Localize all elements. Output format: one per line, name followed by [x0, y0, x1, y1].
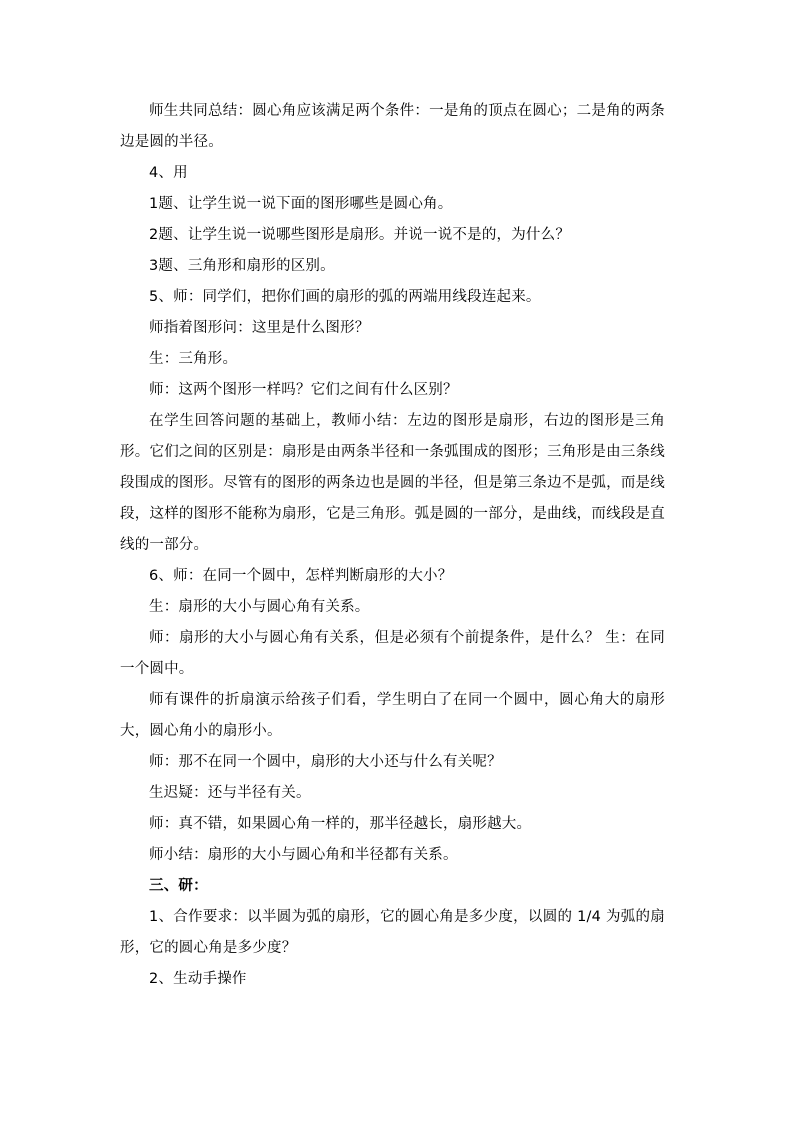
paragraph: 生：扇形的大小与圆心角有关系。 [149, 599, 370, 615]
paragraph: 师：真不错，如果圆心角一样的，那半径越长，扇形越大。 [149, 816, 532, 832]
paragraph: 师：那不在同一个圆中，扇形的大小还与什么有关呢？ [149, 754, 502, 770]
paragraph: 师：扇形的大小与圆心角有关系，但是必须有个前提条件，是什么？ 生：在同一个圆中。 [120, 630, 665, 677]
paragraph: 师有课件的折扇演示给孩子们看，学生明白了在同一个圆中，圆心角大的扇形大，圆心角小的扇形小。 [120, 692, 665, 739]
paragraph: 2题、让学生说一说哪些图形是扇形。并说一说不是的，为什么？ [149, 227, 571, 243]
paragraph: 2、生动手操作 [149, 971, 247, 987]
paragraph: 1题、让学生说一说下面的图形哪些是圆心角。 [149, 196, 453, 212]
paragraph: 6、师：在同一个圆中，怎样判断扇形的大小？ [149, 568, 453, 584]
paragraph: 师小结：扇形的大小与圆心角和半径都有关系。 [149, 847, 458, 863]
paragraph: 在学生回答问题的基础上，教师小结：左边的图形是扇形，右边的图形是三角形。它们之间的区别是：扇形是由两条半径和一条弧围成的图形；三角形是由三条线段围成的图形。尽管有的图形的两条边也是圆的半径，但是第三条边不是弧，而是线段，这样的图形不能称为扇形，它是三角形。弧是圆的一部分，是曲线，而线段是直线的一部分。 [120, 413, 665, 553]
paragraph: 3题、三角形和扇形的区别。 [149, 258, 335, 274]
paragraph: 师：这两个图形一样吗？它们之间有什么区别？ [149, 382, 458, 398]
paragraph: 1、合作要求：以半圆为弧的扇形，它的圆心角是多少度，以圆的 1/4 为弧的扇形，它的圆心角是多少度？ [120, 909, 665, 956]
paragraph: 生迟疑：还与半径有关。 [149, 785, 311, 801]
paragraph: 生：三角形。 [149, 351, 238, 367]
paragraph: 4、用 [149, 165, 188, 181]
paragraph: 5、师：同学们，把你们画的扇形的弧的两端用线段连起来。 [149, 289, 541, 305]
paragraph: 师生共同总结：圆心角应该满足两个条件：一是角的顶点在圆心；二是角的两条边是圆的半径。 [120, 103, 665, 150]
paragraph: 师指着图形问：这里是什么图形？ [149, 320, 370, 336]
section-heading: 三、研： [149, 878, 208, 894]
document-body [120, 96, 665, 995]
